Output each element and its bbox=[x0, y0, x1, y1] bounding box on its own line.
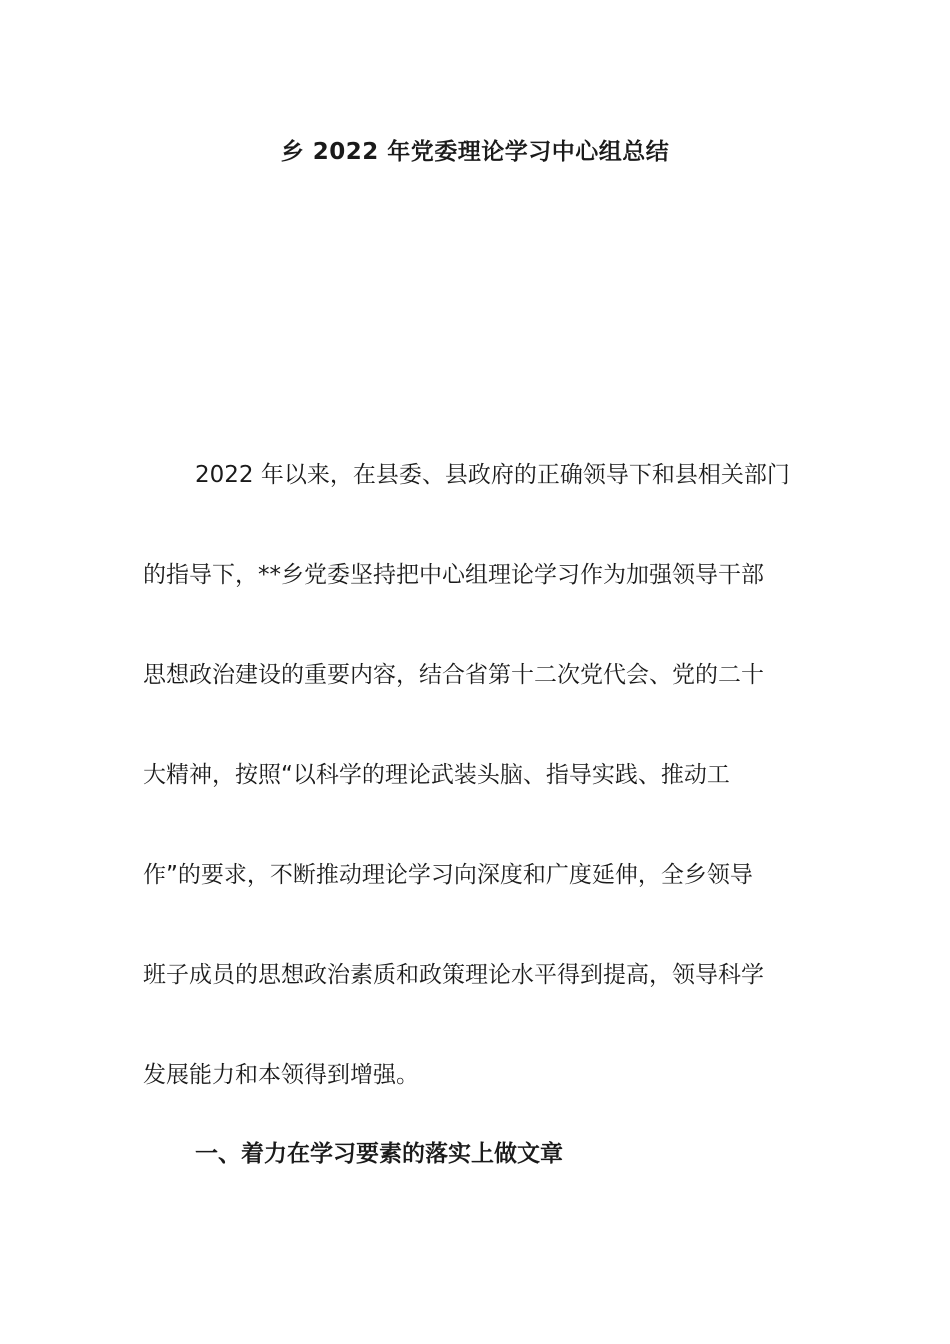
paragraph-line: 作”的要求，不断推动理论学习向深度和广度延伸，全乡领导 bbox=[143, 862, 753, 888]
section-heading: 一、着力在学习要素的落实上做文章 bbox=[195, 1141, 563, 1167]
paragraph-line: 大精神，按照“以科学的理论武装头脑、指导实践、推动工 bbox=[143, 762, 730, 788]
paragraph-line: 班子成员的思想政治素质和政策理论水平得到提高，领导科学 bbox=[143, 962, 764, 988]
paragraph-line: 2022 年以来，在县委、县政府的正确领导下和县相关部门 bbox=[195, 462, 790, 488]
paragraph-line: 的指导下，**乡党委坚持把中心组理论学习作为加强领导干部 bbox=[143, 562, 764, 588]
paragraph-line: 思想政治建设的重要内容，结合省第十二次党代会、党的二十 bbox=[143, 662, 764, 688]
document-title: 乡 2022 年党委理论学习中心组总结 bbox=[280, 139, 670, 165]
paragraph-line: 发展能力和本领得到增强。 bbox=[143, 1062, 419, 1088]
